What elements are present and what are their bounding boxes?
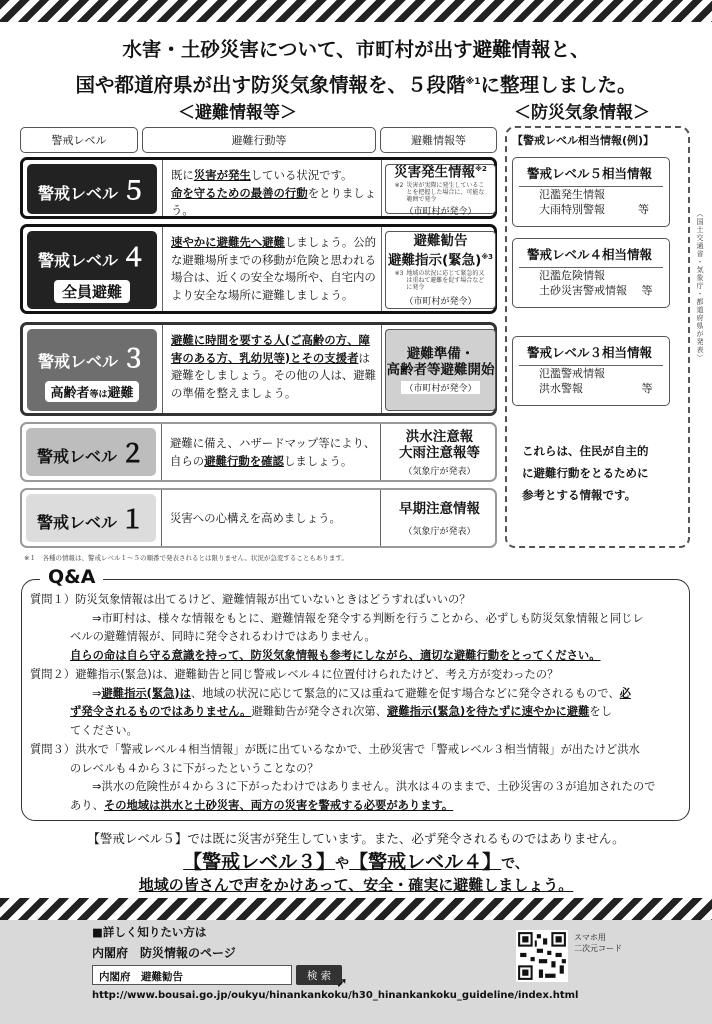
q3-answer-text: あり、	[70, 798, 104, 812]
callout-de: で、	[501, 856, 529, 872]
level4-number: ４	[121, 242, 147, 272]
q3-text1: 質問３）洪水で「警戒レベル４相当情報」が既に出ているなかで、土砂災害で「警戒レベル３相当情報」が出たけど洪水	[30, 743, 640, 756]
header-action: 避難行動等	[142, 127, 376, 153]
weather-level4-item2: 土砂災害警戒情報 等	[539, 284, 653, 297]
q2-text1: 、地域の状況に応じて緊急的に又は重ねて避難を促す場合などに発令されるもので、	[190, 686, 620, 700]
level3-action-text: は避難をしましょう。その他の人は、避難の準備を整えましょう。	[171, 350, 377, 400]
level1-prefix: 警戒レベル	[36, 513, 117, 532]
level4-prefix: 警戒レベル	[37, 250, 118, 270]
level3-number: ３	[121, 343, 147, 373]
headline-footnote-mark: ※1	[465, 77, 481, 87]
callout-and: や	[335, 856, 350, 872]
level1-number: １	[120, 505, 146, 534]
weather-level3-box	[512, 336, 670, 406]
weather-level4-title: 警戒レベル４相当情報	[519, 239, 663, 268]
level3-label	[27, 329, 157, 411]
level5-info	[385, 164, 496, 218]
header-level: 警戒レベル	[20, 127, 138, 153]
level3-sub-badge	[45, 381, 138, 402]
q3-answer-line1: ⇒洪水の危険性が４から３に下がったわけではありません。洪水は４のままで、土砂災害の３が追加されたので	[92, 780, 656, 793]
level5-row	[20, 157, 497, 219]
level2-prefix: 警戒レベル	[36, 447, 117, 466]
level3-info	[385, 329, 496, 411]
level5-info-source: （市町村が発令）	[404, 207, 477, 218]
level5-action-em2: 命を守るための最善の行動	[171, 185, 308, 200]
level5-info-mark: ※2	[475, 164, 487, 173]
level4-row	[20, 224, 497, 314]
qa-question2	[30, 666, 685, 740]
level2-info-source: （気象庁が発表）	[403, 467, 476, 477]
level2-action-text2: しましょう。	[283, 453, 353, 468]
weather-vertical-note: （国土交通省・気象庁・都道府県が発表）	[696, 210, 704, 362]
weather-header: 【警戒レベル相当情報(例)】	[512, 134, 655, 147]
level1-action	[161, 490, 381, 546]
level4-action	[162, 227, 382, 311]
level2-row	[20, 422, 497, 482]
level2-info-title: 洪水注意報	[405, 429, 474, 445]
level2-action-text1: 避難に備え、ハザードマップ等により、自らの	[170, 436, 376, 468]
level3-sub-b: 等は	[89, 389, 108, 400]
bottom-note: 【警戒レベル５】では既に災害が発生しています。また、必ず発令されるものではありません。	[87, 831, 625, 846]
weather-note	[522, 440, 649, 506]
level2-info-title2: 大雨注意報等	[399, 445, 480, 461]
header-info: 避難情報等	[380, 127, 497, 153]
level1-label	[26, 494, 156, 542]
qr-label-line2: 二次元コード	[574, 944, 622, 953]
q1-answer-emphasis: 自らの命は自ら守る意識を持って、防災気象情報も参考にしながら、適切な避難行動をとってください。	[70, 648, 601, 662]
level3-sub-a: 高齢者	[50, 385, 90, 401]
weather-note-line3: 参考とする情報です。	[522, 488, 637, 502]
level5-action-text3: をとりましょう。	[171, 185, 377, 217]
level2-action-em1: 避難行動を確認	[204, 453, 284, 468]
weather-note-line2: に避難行動をとるために	[522, 466, 649, 480]
bottom-stripe-border	[0, 898, 712, 920]
level3-row	[20, 322, 497, 416]
qa-question3	[30, 741, 685, 815]
weather-level4-box	[512, 238, 670, 308]
level5-note-mark: ※2	[394, 182, 404, 190]
level2-label	[26, 428, 156, 476]
level1-info-source: （気象庁が発表）	[403, 527, 476, 537]
weather-level5-item2: 大雨特別警報 等	[539, 203, 649, 216]
level5-action-text1: 既に	[171, 168, 194, 182]
q1-answer-line2: ベルの避難情報が、同時に発令されるわけではありません。	[70, 630, 376, 643]
level4-note: 地域の状況に応じて緊急的又は重ねて避難を促す場合などに発令	[406, 270, 485, 292]
q2-text3: をし	[589, 705, 612, 718]
q2-text2: 避難勧告が発令され次第、	[251, 705, 388, 718]
callout-level4: 【警戒レベル４】	[349, 851, 502, 873]
headline-line2-end: に整理しました。	[480, 73, 637, 97]
weather-note-line1: これらは、住民が自主的	[522, 444, 649, 458]
qr-code-icon[interactable]	[516, 930, 568, 982]
level4-label	[27, 231, 157, 309]
q1-answer-line1: ⇒市町村は、様々な情報をもとに、避難情報を発令する判断を行うことから、必ずしも防災気象情報と同じレ	[92, 611, 644, 625]
weather-level5-title: 警戒レベル５相当情報	[519, 158, 663, 187]
qr-label	[574, 932, 622, 954]
weather-level3-item2: 洪水警報 等	[539, 382, 653, 395]
level5-action-text2: している状況です。	[250, 168, 353, 182]
q2-em3: ず発令されるものではありません。	[70, 705, 252, 718]
level3-prefix: 警戒レベル	[37, 351, 118, 371]
q2-em4: 避難指示(緊急)を待たずに速やかに避難	[387, 705, 590, 718]
footnote: ※１ 各種の情報は、警戒レベル１～５の順番で発表されるとは限りません。状況が急変することもあります。	[24, 554, 348, 562]
section-title-evacuation: ＜避難情報等＞	[178, 103, 297, 123]
level5-action	[162, 160, 382, 216]
bottom-message-text: 地域の皆さんで声をかけあって、安全・確実に避難しましょう。	[138, 876, 574, 894]
footer-page-name: 内閣府 防災情報のページ	[92, 946, 236, 960]
footer-more-info: ■詳しく知りたい方は	[92, 925, 207, 939]
level2-action	[161, 424, 381, 480]
level5-action-em1: 災害が発生	[193, 168, 251, 182]
level4-action-text: しましょう。公的な避難場所までの移動が危険と思われる場合は、近くの安全な場所や、自宅内のより安全な場所に避難しましょう。	[171, 235, 377, 302]
q3-answer-emphasis: その地域は洪水と土砂災害、両方の災害を警戒する必要があります。	[103, 798, 454, 812]
q2-em2: 必	[619, 686, 631, 700]
q2-text4: てください。	[70, 723, 138, 737]
level3-action-em1: 避難に時間を要する人(ご高齢の方、障害のある方、乳幼児等)とその支援者	[171, 333, 370, 365]
level5-note: 災害が実際に発生していることを把握した場合に、可能な範囲で発令	[406, 182, 485, 204]
level3-action	[162, 325, 382, 413]
q1-text: 質問１）防災気象情報は出てるけど、避難情報が出ていないときはどうすればいいの？	[30, 593, 471, 606]
level4-note-mark: ※3	[394, 270, 404, 278]
footer-url[interactable]: http://www.bousai.go.jp/oukyu/hinankankoku/h30_hinankankoku_guideline/index.html	[92, 990, 579, 1001]
level4-info-source: （市町村が発令）	[404, 297, 477, 308]
qr-label-line1: スマホ用	[574, 933, 606, 942]
level4-action-em1: 速やかに避難先へ避難	[171, 235, 285, 249]
search-input[interactable]: 内閣府 避難勧告	[92, 965, 292, 985]
level3-info-title: 避難準備・	[406, 346, 475, 362]
level2-info	[384, 428, 495, 478]
section-title-weather: ＜防災気象情報＞	[514, 103, 650, 123]
q3-text2: のレベルも４から３に下がったということなの？	[70, 761, 319, 775]
level5-number: ５	[121, 176, 147, 205]
level4-info-title: 避難勧告	[413, 232, 468, 249]
qa-label: Q&A	[40, 566, 103, 588]
headline	[0, 34, 712, 102]
weather-level3-title: 警戒レベル３相当情報	[519, 337, 663, 366]
level4-info-title2: 避難指示(緊急)	[387, 252, 482, 269]
q2-em1: 避難指示(緊急)は	[101, 686, 191, 700]
level1-action-text: 災害への心構えを高めましょう。	[170, 511, 341, 525]
weather-level5-box	[512, 157, 670, 227]
weather-level5-item1: 氾濫発生情報	[539, 188, 605, 201]
bottom-message	[0, 874, 712, 895]
level4-sub-badge: 全員避難	[54, 280, 130, 303]
level1-info	[384, 494, 495, 544]
level3-info-source: （市町村が発令）	[401, 381, 479, 394]
level4-info	[385, 231, 496, 309]
weather-level3-item1: 氾濫警戒情報	[539, 367, 605, 380]
search-button[interactable]: 検 索	[296, 965, 342, 985]
weather-level4-item1: 氾濫危険情報	[539, 269, 605, 282]
bottom-callout	[0, 847, 712, 874]
qa-question1	[30, 591, 685, 665]
q2-arrow: ⇒	[92, 686, 102, 700]
headline-line1: 水害・土砂災害について、市町村が出す避難情報と、	[122, 38, 590, 61]
level5-info-title: 災害発生情報	[394, 164, 476, 181]
level3-info-title2: 高齢者等避難開始	[386, 362, 495, 378]
headline-line2: 国や都道府県が出す防災気象情報を、５段階	[75, 73, 466, 97]
pointer-cursor-icon: ➚	[336, 975, 348, 991]
level3-sub-c: 避難	[107, 385, 134, 401]
level5-prefix: 警戒レベル	[37, 184, 118, 203]
callout-level3: 【警戒レベル３】	[183, 851, 336, 873]
level1-info-title: 早期注意情報	[399, 501, 480, 517]
top-stripe-border	[0, 0, 712, 22]
q2-text: 質問２）避難指示(緊急)は、避難勧告と同じ警戒レベル４に位置付けられたけど、考え方が変わったの？	[30, 668, 559, 681]
level1-row	[20, 488, 497, 548]
level5-label	[27, 164, 157, 214]
level4-info-mark: ※3	[481, 252, 494, 261]
level2-number: ２	[120, 439, 146, 468]
